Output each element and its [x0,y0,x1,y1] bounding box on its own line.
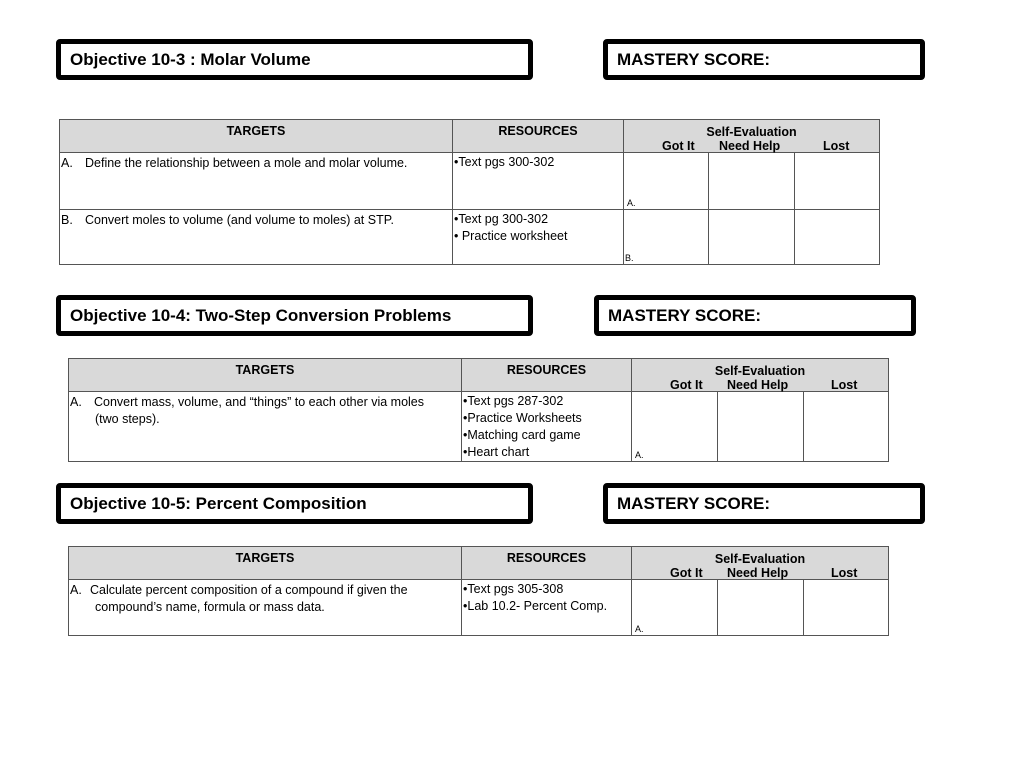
objective-title-text: Objective 10-5: Percent Composition [70,493,367,513]
targets-header: TARGETS [69,359,462,392]
resource-item: •Text pgs 287-302 [463,394,564,408]
got-it-cell[interactable] [624,210,709,265]
target-text: Convert moles to volume (and volume to moles) at STP. [85,213,394,227]
target-cell [69,392,462,462]
resources-cell [462,392,632,462]
mastery-score-label: MASTERY SCORE: [617,49,771,69]
target-cell [69,580,462,636]
target-text: Convert mass, volume, and “things” to each other via moles [94,395,425,409]
table-header-row [69,547,889,580]
table-header-row [60,120,880,153]
resource-item: •Text pgs 305-308 [463,582,564,596]
need-help-header: Need Help [727,566,789,580]
got-it-header: Got It [670,566,703,580]
lost-cell[interactable] [804,580,889,636]
resource-item: • Practice worksheet [454,229,568,243]
targets-header: TARGETS [60,120,453,153]
target-label: B. [61,213,73,227]
objective-title-10-5 [56,483,533,524]
self-evaluation-title: Self-Evaluation [714,552,806,566]
resources-header: RESOURCES [453,120,624,153]
mastery-score-box-2 [594,295,916,336]
self-evaluation-title: Self-Evaluation [714,364,806,378]
resource-item: •Text pgs 300-302 [454,155,555,169]
target-label: A. [70,583,82,597]
target-text: Calculate percent composition of a compound if given the [90,583,408,597]
lost-header: Lost [831,566,858,580]
target-text-continued: (two steps). [95,412,160,426]
table-row [69,580,889,636]
target-cell [60,210,453,265]
need-help-cell[interactable] [718,392,804,462]
resource-item: •Text pg 300-302 [454,212,549,226]
resources-cell [453,210,624,265]
need-help-cell[interactable] [709,210,795,265]
mastery-score-label: MASTERY SCORE: [608,305,762,325]
target-label: A. [61,156,73,170]
target-text-continued: compound’s name, formula or mass data. [95,600,325,614]
lost-cell[interactable] [795,153,880,210]
need-help-cell[interactable] [709,153,795,210]
eval-mark: A. [635,624,644,634]
target-cell [60,153,453,210]
eval-mark: B. [625,253,634,263]
resources-header: RESOURCES [462,547,632,580]
got-it-cell[interactable] [624,153,709,210]
targets-header: TARGETS [69,547,462,580]
got-it-cell[interactable] [632,392,718,462]
got-it-header: Got It [662,139,695,153]
need-help-header: Need Help [727,378,789,392]
objective-table-10-5 [68,546,889,636]
resources-cell [462,580,632,636]
table-row [60,210,880,265]
objective-title-text: Objective 10-4: Two-Step Conversion Problems [70,305,452,325]
target-label: A. [70,395,82,409]
target-text: Define the relationship between a mole and molar volume. [85,156,408,170]
lost-cell[interactable] [795,210,880,265]
resource-item: •Lab 10.2- Percent Comp. [463,599,608,613]
objective-title-10-4 [56,295,533,336]
eval-mark: A. [635,450,644,460]
got-it-header: Got It [670,378,703,392]
objective-title-10-3 [56,39,533,80]
eval-mark: A. [627,198,636,208]
lost-header: Lost [831,378,858,392]
resource-item: •Practice Worksheets [463,411,582,425]
self-evaluation-header [624,120,880,153]
table-header-row [69,359,889,392]
mastery-score-label: MASTERY SCORE: [617,493,771,513]
lost-cell[interactable] [804,392,889,462]
got-it-cell[interactable] [632,580,718,636]
objective-title-text: Objective 10-3 : Molar Volume [70,49,311,69]
mastery-score-box-1 [603,39,925,80]
objective-table-10-4 [68,358,889,462]
table-row [60,153,880,210]
self-evaluation-header [632,547,889,580]
mastery-score-box-3 [603,483,925,524]
objective-table-10-3 [59,119,880,265]
resource-item: •Heart chart [463,445,530,459]
table-row [69,392,889,462]
self-evaluation-header [632,359,889,392]
self-evaluation-title: Self-Evaluation [706,125,797,139]
resource-item: •Matching card game [463,428,581,442]
resources-header: RESOURCES [462,359,632,392]
need-help-header: Need Help [719,139,781,153]
lost-header: Lost [823,139,850,153]
resources-cell [453,153,624,210]
need-help-cell[interactable] [718,580,804,636]
